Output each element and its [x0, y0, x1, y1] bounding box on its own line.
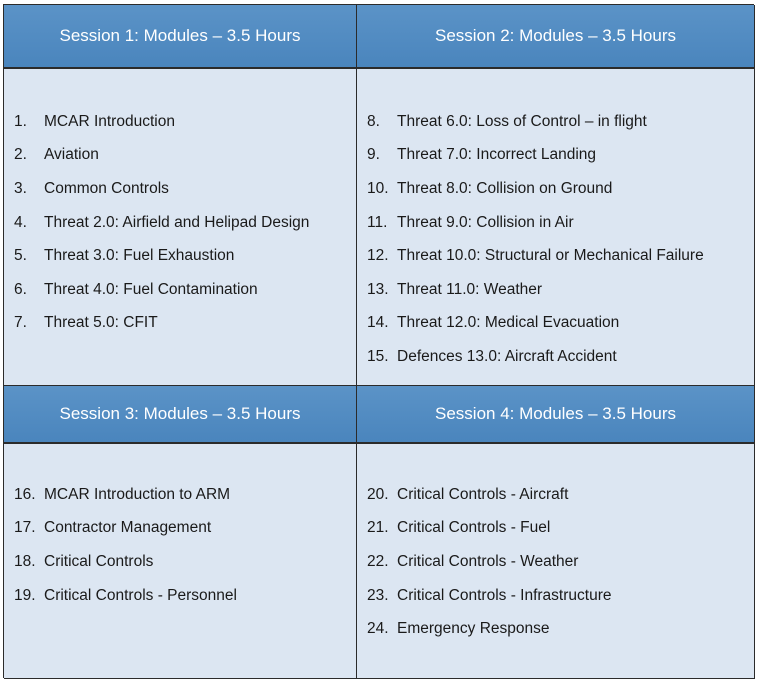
module-item: [14, 579, 356, 613]
module-item: [367, 512, 754, 546]
module-number: 13.: [367, 280, 389, 298]
session-1-header: [4, 5, 357, 69]
module-number: 11.: [367, 213, 388, 231]
session-4-title: Session 4: Modules – 3.5 Hours: [435, 404, 676, 423]
session-4-header: [357, 386, 755, 444]
module-item: [14, 206, 356, 240]
module-item: [14, 172, 356, 206]
module-number: 23.: [367, 586, 389, 604]
module-title: Threat 11.0: Weather: [397, 280, 543, 298]
sessions-table: [3, 4, 754, 678]
session-1-title: Session 1: Modules – 3.5 Hours: [59, 26, 301, 45]
module-title: Threat 3.0: Fuel Exhaustion: [44, 247, 235, 265]
module-title: Threat 10.0: Structural or Mechanical Failure: [397, 247, 704, 265]
module-item: [14, 478, 356, 512]
module-title: Threat 5.0: CFIT: [44, 314, 158, 332]
module-title: Critical Controls - Aircraft: [397, 485, 569, 503]
module-title: Contractor Management: [44, 519, 212, 537]
module-title: Threat 9.0: Collision in Air: [397, 213, 574, 231]
module-item: [367, 239, 754, 273]
module-number: 5.: [14, 247, 27, 265]
session-2-header: [357, 5, 755, 69]
module-title: Threat 4.0: Fuel Contamination: [44, 280, 258, 298]
module-item: [14, 512, 356, 546]
module-item: [367, 206, 754, 240]
module-item: [367, 139, 754, 173]
session-2-modules: [357, 69, 755, 386]
module-number: 3.: [14, 179, 27, 197]
module-title: Critical Controls - Weather: [397, 552, 579, 570]
module-number: 19.: [14, 586, 36, 604]
module-title: Threat 2.0: Airfield and Helipad Design: [44, 213, 310, 231]
module-title: Critical Controls: [44, 552, 154, 570]
module-item: [14, 239, 356, 273]
module-item: [14, 545, 356, 579]
module-title: Critical Controls - Fuel: [397, 519, 551, 537]
session-3-title: Session 3: Modules – 3.5 Hours: [59, 404, 301, 423]
module-item: [367, 172, 754, 206]
module-title: MCAR Introduction to ARM: [44, 485, 231, 503]
module-number: 16.: [14, 485, 36, 503]
module-number: 15.: [367, 347, 389, 365]
module-number: 1.: [14, 112, 27, 130]
module-title: Aviation: [44, 146, 99, 164]
session-4-modules: [357, 444, 755, 679]
module-title: Threat 8.0: Collision on Ground: [397, 179, 613, 197]
module-number: 10.: [367, 179, 389, 197]
module-number: 21.: [367, 519, 389, 537]
module-number: 7.: [14, 314, 27, 332]
module-number: 2.: [14, 146, 27, 164]
module-number: 22.: [367, 552, 389, 570]
module-title: Emergency Response: [397, 620, 550, 638]
module-item: [367, 579, 754, 613]
session-1-module-list: [14, 105, 356, 340]
session-2-title: Session 2: Modules – 3.5 Hours: [435, 26, 676, 45]
module-title: Threat 6.0: Loss of Control – in flight: [397, 112, 647, 130]
module-item: [367, 340, 754, 374]
module-title: Common Controls: [44, 179, 169, 197]
module-number: 8.: [367, 112, 380, 130]
module-title: Critical Controls - Personnel: [44, 586, 237, 604]
module-number: 6.: [14, 280, 27, 298]
session-4-module-list: [367, 478, 754, 646]
module-item: [367, 545, 754, 579]
module-number: 18.: [14, 552, 36, 570]
module-item: [367, 307, 754, 341]
module-item: [14, 105, 356, 139]
module-number: 12.: [367, 247, 389, 265]
module-number: 9.: [367, 146, 380, 164]
session-1-modules: [4, 69, 357, 386]
session-3-module-list: [14, 478, 356, 612]
module-number: 17.: [14, 519, 36, 537]
module-item: [367, 478, 754, 512]
module-number: 14.: [367, 314, 389, 332]
module-title: Threat 7.0: Incorrect Landing: [397, 146, 597, 164]
module-item: [14, 307, 356, 341]
module-title: Threat 12.0: Medical Evacuation: [397, 314, 620, 332]
module-item: [367, 105, 754, 139]
module-title: Critical Controls - Infrastructure: [397, 586, 612, 604]
module-title: Defences 13.0: Aircraft Accident: [397, 347, 617, 365]
session-3-modules: [4, 444, 357, 679]
module-number: 24.: [367, 620, 389, 638]
module-item: [367, 273, 754, 307]
module-item: [367, 612, 754, 646]
session-3-header: [4, 386, 357, 444]
module-number: 20.: [367, 485, 389, 503]
module-title: MCAR Introduction: [44, 112, 175, 130]
module-item: [14, 273, 356, 307]
module-item: [14, 139, 356, 173]
session-2-module-list: [367, 105, 754, 374]
module-number: 4.: [14, 213, 27, 231]
